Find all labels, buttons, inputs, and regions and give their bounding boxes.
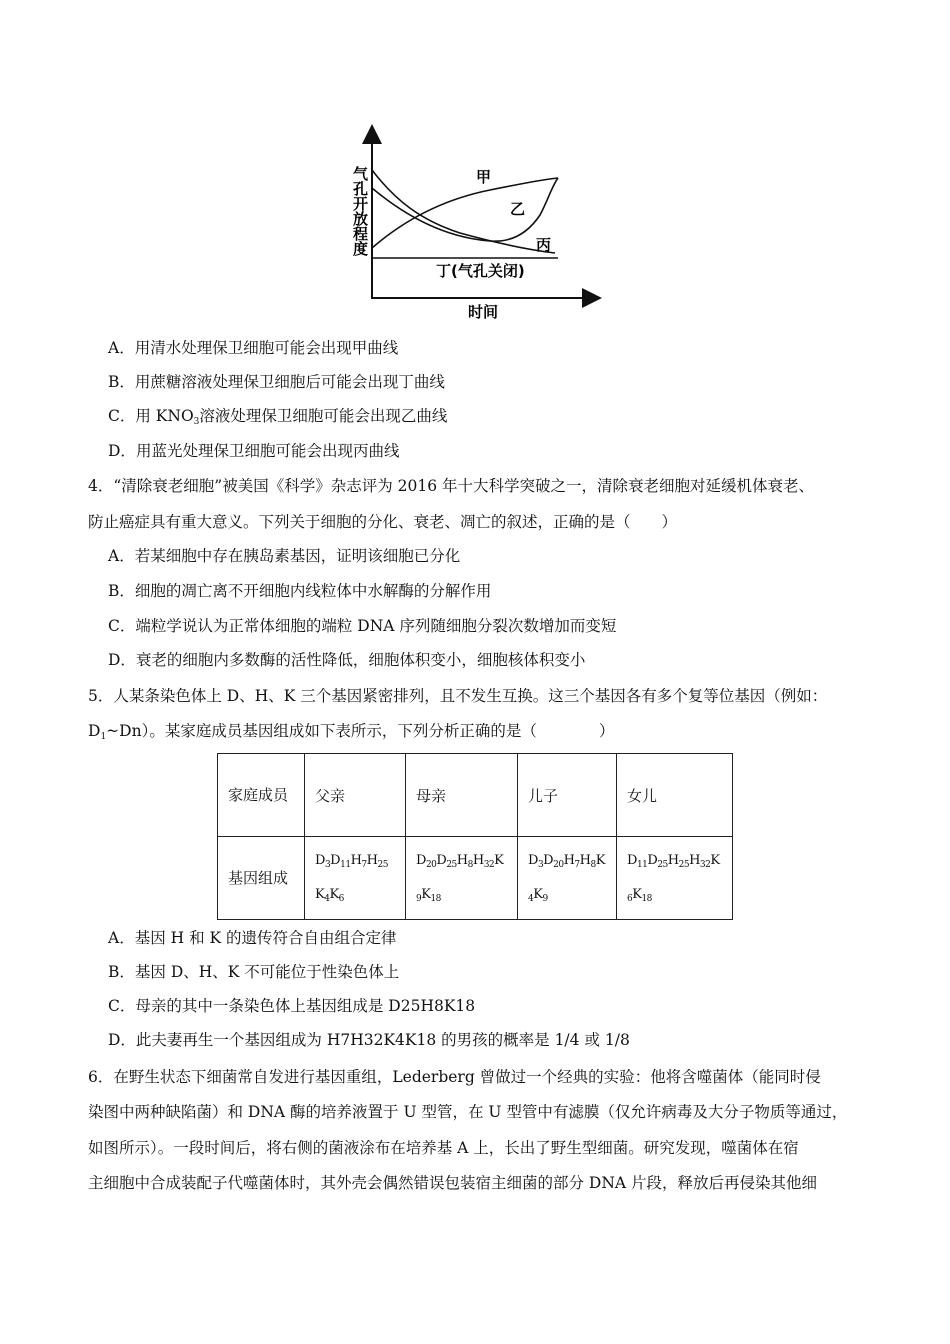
q6-stem-line4: 主细胞中合成装配子代噬菌体时，其外壳会偶然错误包装宿主细菌的部分 DNA 片段，释放后再侵染其他细 [88, 1174, 818, 1192]
q5-option-c: C．母亲的其中一条染色体上基因组成是 D25H8K18 [108, 997, 476, 1015]
curve-yi [372, 178, 558, 241]
table-header-cell: 家庭成员 [218, 754, 305, 837]
table-cell-father: $D_3D_{11}H_7H_{25}K_4K_6$ [305, 837, 406, 920]
y-axis-label: 气孔开放程度 [351, 166, 369, 256]
table-header-cell: 父亲 [305, 754, 406, 837]
table-header-cell: 女儿 [617, 754, 733, 837]
table-row-label: 基因组成 [218, 837, 305, 920]
q5-stem-line1: 5．人某条染色体上 D、H、K 三个基因紧密排列，且不发生互换。这三个基因各有多个复等位基因（例如： [88, 687, 828, 705]
subscript: 1 [100, 732, 107, 742]
q3-option-a [108, 338, 398, 358]
option-text: 用蔗糖溶液处理保卫细胞后可能会出现丁曲线 [134, 373, 445, 391]
q4-stem-line1: 4．“清除衰老细胞”被美国《科学》杂志评为 2016 年十大科学突破之一，清除衰老细胞对延缓机体衰老、 [88, 477, 815, 495]
option-prefix: B． [108, 373, 135, 391]
q4-option-c: C．端粒学说认为正常体细胞的端粒 DNA 序列随细胞分裂次数增加而变短 [108, 617, 617, 635]
option-text: 溶液处理保卫细胞可能会出现乙曲线 [199, 407, 448, 425]
table-cell-son: $D_3D_{20}H_7H_8K_4K_9$ [518, 837, 617, 920]
option-prefix: D． [108, 442, 136, 460]
q5-option-d: D．此夫妻再生一个基因组成为 H7H32K4K18 的男孩的概率是 1/4 或 1/8 [108, 1031, 630, 1049]
q4-option-d: D．衰老的细胞内多数酶的活性降低，细胞体积变小，细胞核体积变小 [108, 651, 586, 669]
q6-stem-line2: 染图中两种缺陷菌）和 DNA 酶的培养液置于 U 型管，在 U 型管中有滤膜（仅允许病毒及大分子物质等通过， [88, 1103, 848, 1121]
table-cell-daughter: $D_{11}D_{25}H_{25}H_{32}K_6K_{18}$ [617, 837, 733, 920]
table-cell-mother: $D_{20}D_{25}H_8H_{32}K_9K_{18}$ [406, 837, 518, 920]
stem-text: ~Dn）。某家庭成员基因组成如下表所示，下列分析正确的是（ ） [106, 722, 615, 740]
option-text: 用蓝光处理保卫细胞可能会出现丙曲线 [135, 442, 400, 460]
q3-option-c [108, 406, 447, 426]
option-prefix: C． [108, 407, 136, 425]
option-text: 用 KNO [135, 407, 194, 425]
table-header-cell: 母亲 [406, 754, 518, 837]
label-yi: 乙 [510, 200, 526, 218]
label-bing: 丙 [536, 236, 552, 254]
q5-option-a: A．基因 H 和 K 的遗传符合自由组合定律 [108, 929, 397, 947]
x-axis-label: 时间 [468, 303, 499, 320]
q4-option-a: A．若某细胞中存在胰岛素基因，证明该细胞已分化 [108, 547, 461, 565]
q5-stem-line2 [88, 721, 614, 741]
q6-stem-line3: 如图所示）。一段时间后，将右侧的菌液涂布在培养基 A 上，长出了野生型细菌。研究发现，噬菌体在宿 [88, 1139, 799, 1157]
gene-symbol: D [88, 722, 101, 740]
q5-option-b: B．基因 D、H、K 不可能位于性染色体上 [108, 963, 400, 981]
subscript: 3 [193, 417, 200, 427]
option-prefix: A． [108, 339, 135, 357]
q3-option-b [108, 372, 445, 392]
gene-table [217, 753, 733, 920]
q6-stem-line1: 6．在野生状态下细菌常自发进行基因重组，Lederberg 曾做过一个经典的实验：他将含噬菌体（能同时侵 [88, 1068, 821, 1086]
q3-option-d [108, 441, 399, 461]
table-header-row [218, 754, 733, 837]
option-text: 用清水处理保卫细胞可能会出现甲曲线 [134, 339, 399, 357]
q4-option-b: B．细胞的凋亡离不开细胞内线粒体中水解酶的分解作用 [108, 582, 492, 600]
label-ding: 丁(气孔关闭) [436, 262, 525, 280]
table-header-cell: 儿子 [518, 754, 617, 837]
table-row [218, 837, 733, 920]
stomata-graph [340, 120, 610, 320]
q4-stem-line2: 防止癌症具有重大意义。下列关于细胞的分化、衰老、凋亡的叙述，正确的是（ ） [88, 513, 678, 531]
label-jia: 甲 [476, 168, 492, 186]
